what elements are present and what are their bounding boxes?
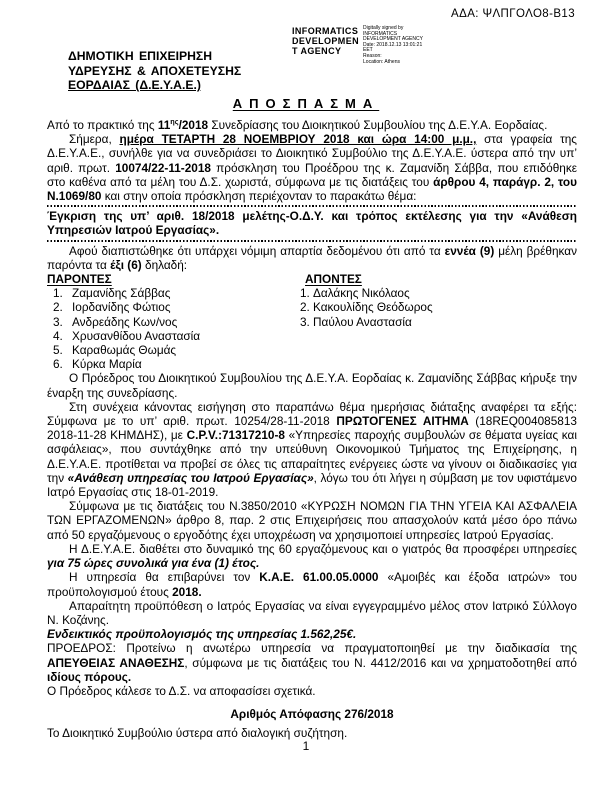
present-row: 4. Χρυσανθίδου Αναστασία	[53, 328, 201, 343]
absent-row: 2. Κακουλίδης Θεόδωρος	[300, 300, 433, 315]
paragraph-law: Σύμφωνα με τις διατάξεις του Ν.3850/2010 «ΚΥΡΩΣΗ ΝΟΜΩΝ ΓΙΑ ΤΗΝ ΥΓΕΙΑ ΚΑΙ ΑΣΦΑΛΕΙΑ ΤΩΝ ΕΡΓΑΖΟΜΕΝΩΝ» άρθρο 8, παρ. 2 στις Επιχειρήσεις που απασχολούν κατά μέσο όρο πάνω από 50 εργαζόμενους ο εργοδότης έχει υποχρέωση να χρησιμοποιεί υπηρεσίες Ιατρού Εργασίας.	[47, 499, 577, 542]
org-line-2: ΥΔΡΕΥΣΗΣ & ΑΠΟΧΕΤΕΥΣΗΣ	[68, 63, 242, 78]
present-row: 6. Κύρκα Μαρία	[53, 357, 142, 372]
document-body	[47, 118, 577, 741]
present-list	[47, 286, 300, 371]
paragraph-call-to-decide: Ο Πρόεδρος κάλεσε το Δ.Σ. να αποφασίσει σχετικά.	[47, 683, 316, 698]
stamp-signature-details: Digitally signed by INFORMATICS DEVELOPMENT AGENCY Date: 2018.12.13 13:01:21 EET Reason: Location: Athens	[363, 25, 423, 65]
paragraph-session-details: Σήμερα, ημέρα ΤΕΤΑΡΤΗ 28 ΝΟΕΜΒΡΙΟΥ 2018 και ώρα 14:00 μ.μ., στα γραφεία της Δ.Ε.Υ.Α.Ε., συνήλθε για να συνεδριάσει το Διοικητικό Συμβούλιο της Δ.Ε.Υ.Α.Ε. ύστερα από την υπ’ αριθ. πρωτ. 10074/22-11-2018 πρόσκληση του Προέδρου της κ. Ζαμανίδη Σάββα, που επιδόθηκε στο καθένα από τα μέλη του Δ.Σ. χωριστά, σύμφωνα με τις διατάξεις του άρθρου 4, παράγρ. 2, του Ν.1069/80 και στην οποία πρόσκληση περιέχονταν το παρακάτω θέμα:	[47, 132, 577, 204]
absent-row: 3. Παύλου Αναστασία	[300, 314, 412, 329]
paragraph-opening: Ο Πρόεδρος του Διοικητικού Συμβουλίου της Δ.Ε.Υ.Α. Εορδαίας κ. Ζαμανίδης Σάββας κήρυξε την έναρξη της συνεδρίασης.	[47, 371, 577, 400]
absent-row: 1. Δαλάκης Νικόλαος	[300, 286, 410, 301]
paragraph-intro: Από το πρακτικό της $11^{\eta\varsigma}/2018$ Συνεδρίασης του Διοικητικού Συμβουλίου της Δ.Ε.Υ.Α. Εορδαίας.	[47, 117, 548, 132]
org-line-1: ΔΗΜΟΤΙΚΗ ΕΠΙΧΕΙΡΗΣΗ	[68, 49, 213, 63]
page-number: 1	[302, 739, 310, 753]
present-row: 1. Ζαμανίδης Σάββας	[53, 286, 171, 301]
absent-header: ΑΠΟΝΤΕΣ	[305, 272, 362, 287]
absent-list	[300, 286, 577, 371]
paragraph-estimated-budget: Ενδεικτικός προϋπολογισμός της υπηρεσίας 1.562,25€.	[47, 627, 357, 642]
paragraph-hours: Η Δ.Ε.Υ.Α.Ε. διαθέτει στο δυναμικό της 60 εργαζόμενους και ο γιατρός θα προσφέρει υπηρεσίες για 75 ώρες συνολικά για ένα (1) έτος.	[47, 541, 577, 571]
digital-signature-stamp	[292, 26, 423, 65]
attendance-columns	[47, 286, 577, 371]
paragraph-budget-code: Η υπηρεσία θα επιβαρύνει τον Κ.Α.Ε. 61.00.05.0000 «Αμοιβές και έξοδα ιατρών» του προϋπολογισμού έτους 2018.	[47, 570, 577, 599]
dotted-separator	[47, 205, 577, 207]
paragraph-requirement: Απαραίτητη προϋπόθεση ο Ιατρός Εργασίας να είναι εγγεγραμμένο μέλος στον Ιατρικό Σύλλογο Ν. Κοζάνης.	[47, 598, 577, 627]
decision-number-heading: Αριθμός Απόφασης 276/2018	[230, 707, 394, 722]
dotted-separator	[47, 240, 577, 242]
paragraph-quorum: Αφού διαπιστώθηκε ότι υπάρχει νόμιμη απαρτία δεδομένου ότι από τα εννέα (9) μέλη βρέθηκαν παρόντα τα έξι (6) δηλαδή:	[47, 243, 577, 272]
agenda-subject: Έγκριση της υπ’ αριθ. 18/2018 μελέτης-Ο.Δ.Υ. και τρόπος εκτέλεσης για την «Ανάθεση Υπηρεσιών Ιατρού Εργασίας».	[47, 209, 577, 238]
org-line-3: ΕΟΡΔΑΙΑΣ (Δ.Ε.Υ.Α.Ε.)	[68, 78, 201, 92]
present-row: 2. Ιορδανίδης Φώτιος	[53, 300, 171, 315]
present-header: ΠΑΡΟΝΤΕΣ	[47, 272, 112, 287]
attendance-headers	[47, 272, 577, 286]
paragraph-president-proposal: ΠΡΟΕΔΡΟΣ: Προτείνω η ανωτέρω υπηρεσία να πραγματοποιηθεί με την διαδικασία της ΑΠΕΥΘΕΙΑΣ ΑΝΑΘΕΣΗΣ, σύμφωνα με τις διατάξεις του Ν. 4412/2016 και να χρηματοδοτηθεί από ιδίους πόρους.	[47, 641, 577, 684]
ada-code: ΑΔΑ: ΨΛΠΓΟΛΟ8-Β13	[451, 8, 575, 20]
stamp-agency-name: INFORMATICS DEVELOPMEN T AGENCY	[292, 26, 360, 56]
paragraph-board-discussion: Το Διοικητικό Συμβούλιο ύστερα από διαλογική συζήτηση.	[47, 726, 348, 741]
present-row: 3. Ανδρεάδης Κων/νος	[53, 314, 178, 329]
present-row: 5. Καραθωμάς Θωμάς	[53, 343, 177, 358]
paragraph-proposal: Στη συνέχεια κάνοντας εισήγηση στο παραπάνω θέμα ημερήσιας διάταξης αναφέρει τα εξής: Σύμφωνα με το υπ’ αριθ. πρωτ. 10254/28-11-2018 ΠΡΩΤΟΓΕΝΕΣ ΑΙΤΗΜΑ (18REQ004085813 2018-11-28 ΚΗΜΔΗΣ), με C.P.V.:71317210-8 «Υπηρεσίες παροχής συμβουλών σε θέματα υγείας και ασφάλειας», που συντάχθηκε από την υπεύθυνη Οικονομικού Τμήματος της Επιχείρησης, η Δ.Ε.Υ.Α.Ε. προτίθεται να προβεί σε όλες τις απαραίτητες ενέργειες ώστε να γίνουν οι διαδικασίες για την «Ανάθεση υπηρεσίας του Ιατρού Εργασίας», λόγω του ότι λήγει η σύμβαση με τον υφιστάμενο Ιατρό Εργασίας στις 18-01-2019.	[47, 399, 577, 500]
organization-name	[68, 49, 241, 93]
document-title: ΑΠΟΣΠΑΣΜΑ	[232, 96, 380, 111]
